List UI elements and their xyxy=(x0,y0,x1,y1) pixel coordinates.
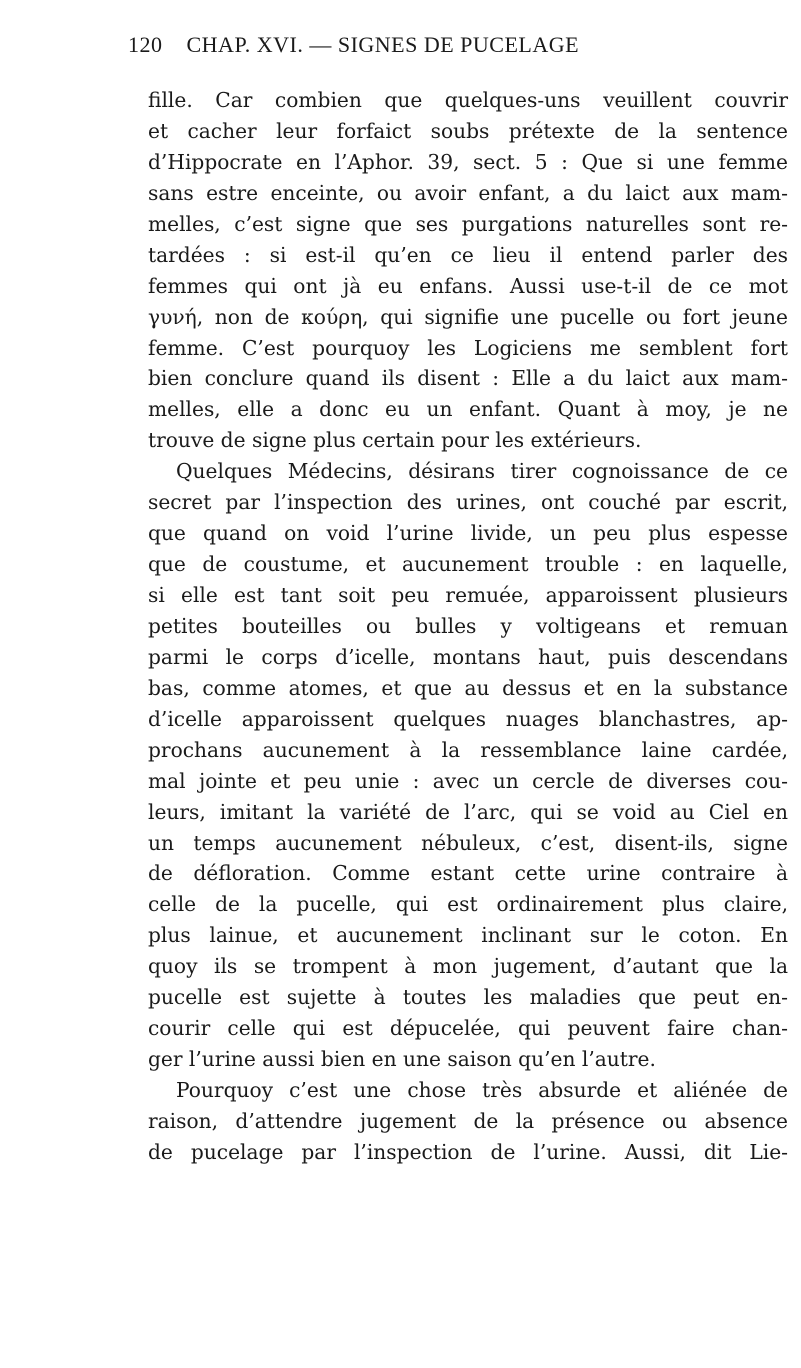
text-line: si elle est tant soit peu remuée, apparoissent plusieurs xyxy=(148,583,788,607)
page-number: 120 xyxy=(128,32,163,57)
body-text xyxy=(148,85,788,1168)
text-line: petites bouteilles ou bulles y voltigeans et remuan xyxy=(148,613,788,638)
text-line: d’Hippocrate en l’Aphor. 39, sect. 5 : Que si une femme xyxy=(148,149,788,174)
text-line: bas, comme atomes, et que au dessus et en la substance xyxy=(148,675,788,700)
text-line: et cacher leur forfaict soubs prétexte de la sentence xyxy=(148,118,788,143)
text-line: trouve de signe plus certain pour les extérieurs. xyxy=(148,428,642,453)
text-line: ger l’urine aussi bien en une saison qu’en l’autre. xyxy=(148,1047,656,1072)
text-line: celle de la pucelle, qui est ordinairement plus claire, xyxy=(148,892,788,917)
text-line: γυνή, non de κούρη, qui signifie une pucelle ou fort jeune xyxy=(148,304,788,329)
text-line: mal jointe et peu unie : avec un cercle de diverses cou- xyxy=(148,768,788,793)
running-head xyxy=(128,32,688,58)
text-line: leurs, imitant la variété de l’arc, qui se void au Ciel en xyxy=(148,799,788,824)
text-line: parmi le corps d’icelle, montans haut, puis descendans xyxy=(148,644,788,669)
text-line: sans estre enceinte, ou avoir enfant, a du laict aux mam- xyxy=(148,180,788,205)
text-line: quoy ils se trompent à mon jugement, d’autant que la xyxy=(148,954,788,979)
text-line: bien conclure quand ils disent : Elle a du laict aux mam- xyxy=(148,366,788,391)
text-line: plus lainue, et aucunement inclinant sur le coton. En xyxy=(148,923,788,948)
text-line: fille. Car combien que quelques-uns veuillent couvrir xyxy=(148,88,788,112)
text-line: tardées : si est-il qu’en ce lieu il entend parler des xyxy=(148,242,788,267)
text-line: melles, c’est signe que ses purgations naturelles sont re- xyxy=(148,211,788,236)
text-line: femmes qui ont jà eu enfans. Aussi use-t-il de ce mot xyxy=(148,273,788,298)
text-line: de défloration. Comme estant cette urine contraire à xyxy=(148,861,788,886)
text-line: pucelle est sujette à toutes les maladies que peut en- xyxy=(148,985,788,1010)
text-line: que quand on void l’urine livide, un peu plus espesse xyxy=(148,521,788,546)
text-line: Pourquoy c’est une chose très absurde et aliénée de xyxy=(176,1078,788,1102)
text-line: femme. C’est pourquoy les Logiciens me semblent fort xyxy=(148,335,788,360)
text-line: courir celle qui est dépucelée, qui peuvent faire chan- xyxy=(148,1016,788,1041)
text-line: prochans aucunement à la ressemblance laine cardée, xyxy=(148,737,788,762)
text-line: d’icelle apparoissent quelques nuages blanchastres, ap- xyxy=(148,706,788,731)
text-line: melles, elle a donc eu un enfant. Quant à moy, je ne xyxy=(148,397,788,422)
text-line: un temps aucunement nébuleux, c’est, disent-ils, signe xyxy=(148,830,788,855)
text-line: que de coustume, et aucunement trouble : en laquelle, xyxy=(148,552,788,577)
text-line: secret par l’inspection des urines, ont couché par escrit, xyxy=(148,490,788,515)
text-line: de pucelage par l’inspection de l’urine. Aussi, dit Lie- xyxy=(148,1139,788,1164)
text-line: Quelques Médecins, désirans tirer cognoissance de ce xyxy=(176,459,788,484)
text-line: raison, d’attendre jugement de la présence ou absence xyxy=(148,1108,788,1133)
chapter-heading: CHAP. XVI. — SIGNES DE PUCELAGE xyxy=(186,32,580,57)
